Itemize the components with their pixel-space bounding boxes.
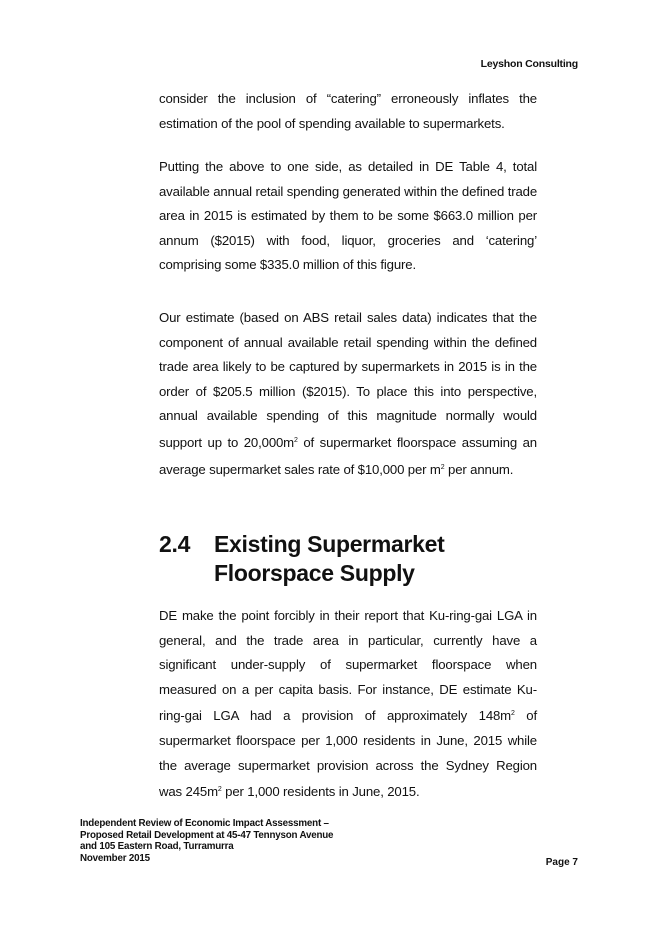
superscript: 2	[217, 786, 222, 794]
paragraph-text: DE make the point forcibly in their report that Ku-ring-gai LGA in general, and the trade area in particular, currently have a significant under-supply of supermarket floorspace when measured on a per capita basis. For instance, DE estimate Ku-ring-gai LGA had a provision of approximately 148m	[159, 608, 537, 724]
paragraph-text: of supermarket floorspace per 1,000 residents in June, 2015 while the average supermarket provision across the Sydney Region was 245m	[159, 708, 537, 800]
superscript: 2	[440, 463, 445, 471]
section-number: 2.4	[159, 531, 191, 557]
paragraph-text: Our estimate (based on ABS retail sales data) indicates that the component of annual available retail spending within the defined trade area likely to be captured by supermarkets in 2015 is in the order of $205.5 million ($2015). To place this into perspective, annual available spending of this magnitude normally would support up to 20,000m	[159, 310, 537, 450]
section-title: Existing Supermarket Floorspace Supply	[214, 531, 445, 586]
paragraph-text: per annum.	[444, 461, 514, 477]
superscript: 2	[511, 710, 515, 718]
footer-document-info	[80, 818, 333, 864]
header-company-name: Leyshon Consulting	[480, 58, 578, 70]
footer-line: and 105 Eastern Road, Turramurra	[80, 841, 234, 852]
superscript: 2	[294, 436, 298, 444]
paragraph-catering-note: consider the inclusion of “catering” erroneously inflates the estimation of the pool of spending available to supermarkets.	[159, 91, 537, 131]
footer-line: Proposed Retail Development at 45-47 Tennyson Avenue	[80, 829, 334, 841]
paragraph-text: per 1,000 residents in June, 2015.	[221, 784, 420, 800]
paragraph-our-estimate	[159, 306, 537, 482]
footer-line: Independent Review of Economic Impact Assessment –	[80, 818, 329, 829]
paragraph-undersupply	[159, 604, 537, 805]
paragraph-total-spending: Putting the above to one side, as detailed in DE Table 4, total available annual retail spending generated within the defined trade area in 2015 is estimated by them to be some $663.0 million per annum ($2015) with food, liquor, groceries and ‘catering’ comprising some $335.0 million of this figure.	[159, 159, 537, 273]
footer-line: November 2015	[80, 852, 150, 864]
page-number: Page 7	[545, 857, 578, 868]
paragraph-text: of supermarket floorspace assuming an average supermarket sales rate of $10,000 per m	[159, 434, 537, 477]
